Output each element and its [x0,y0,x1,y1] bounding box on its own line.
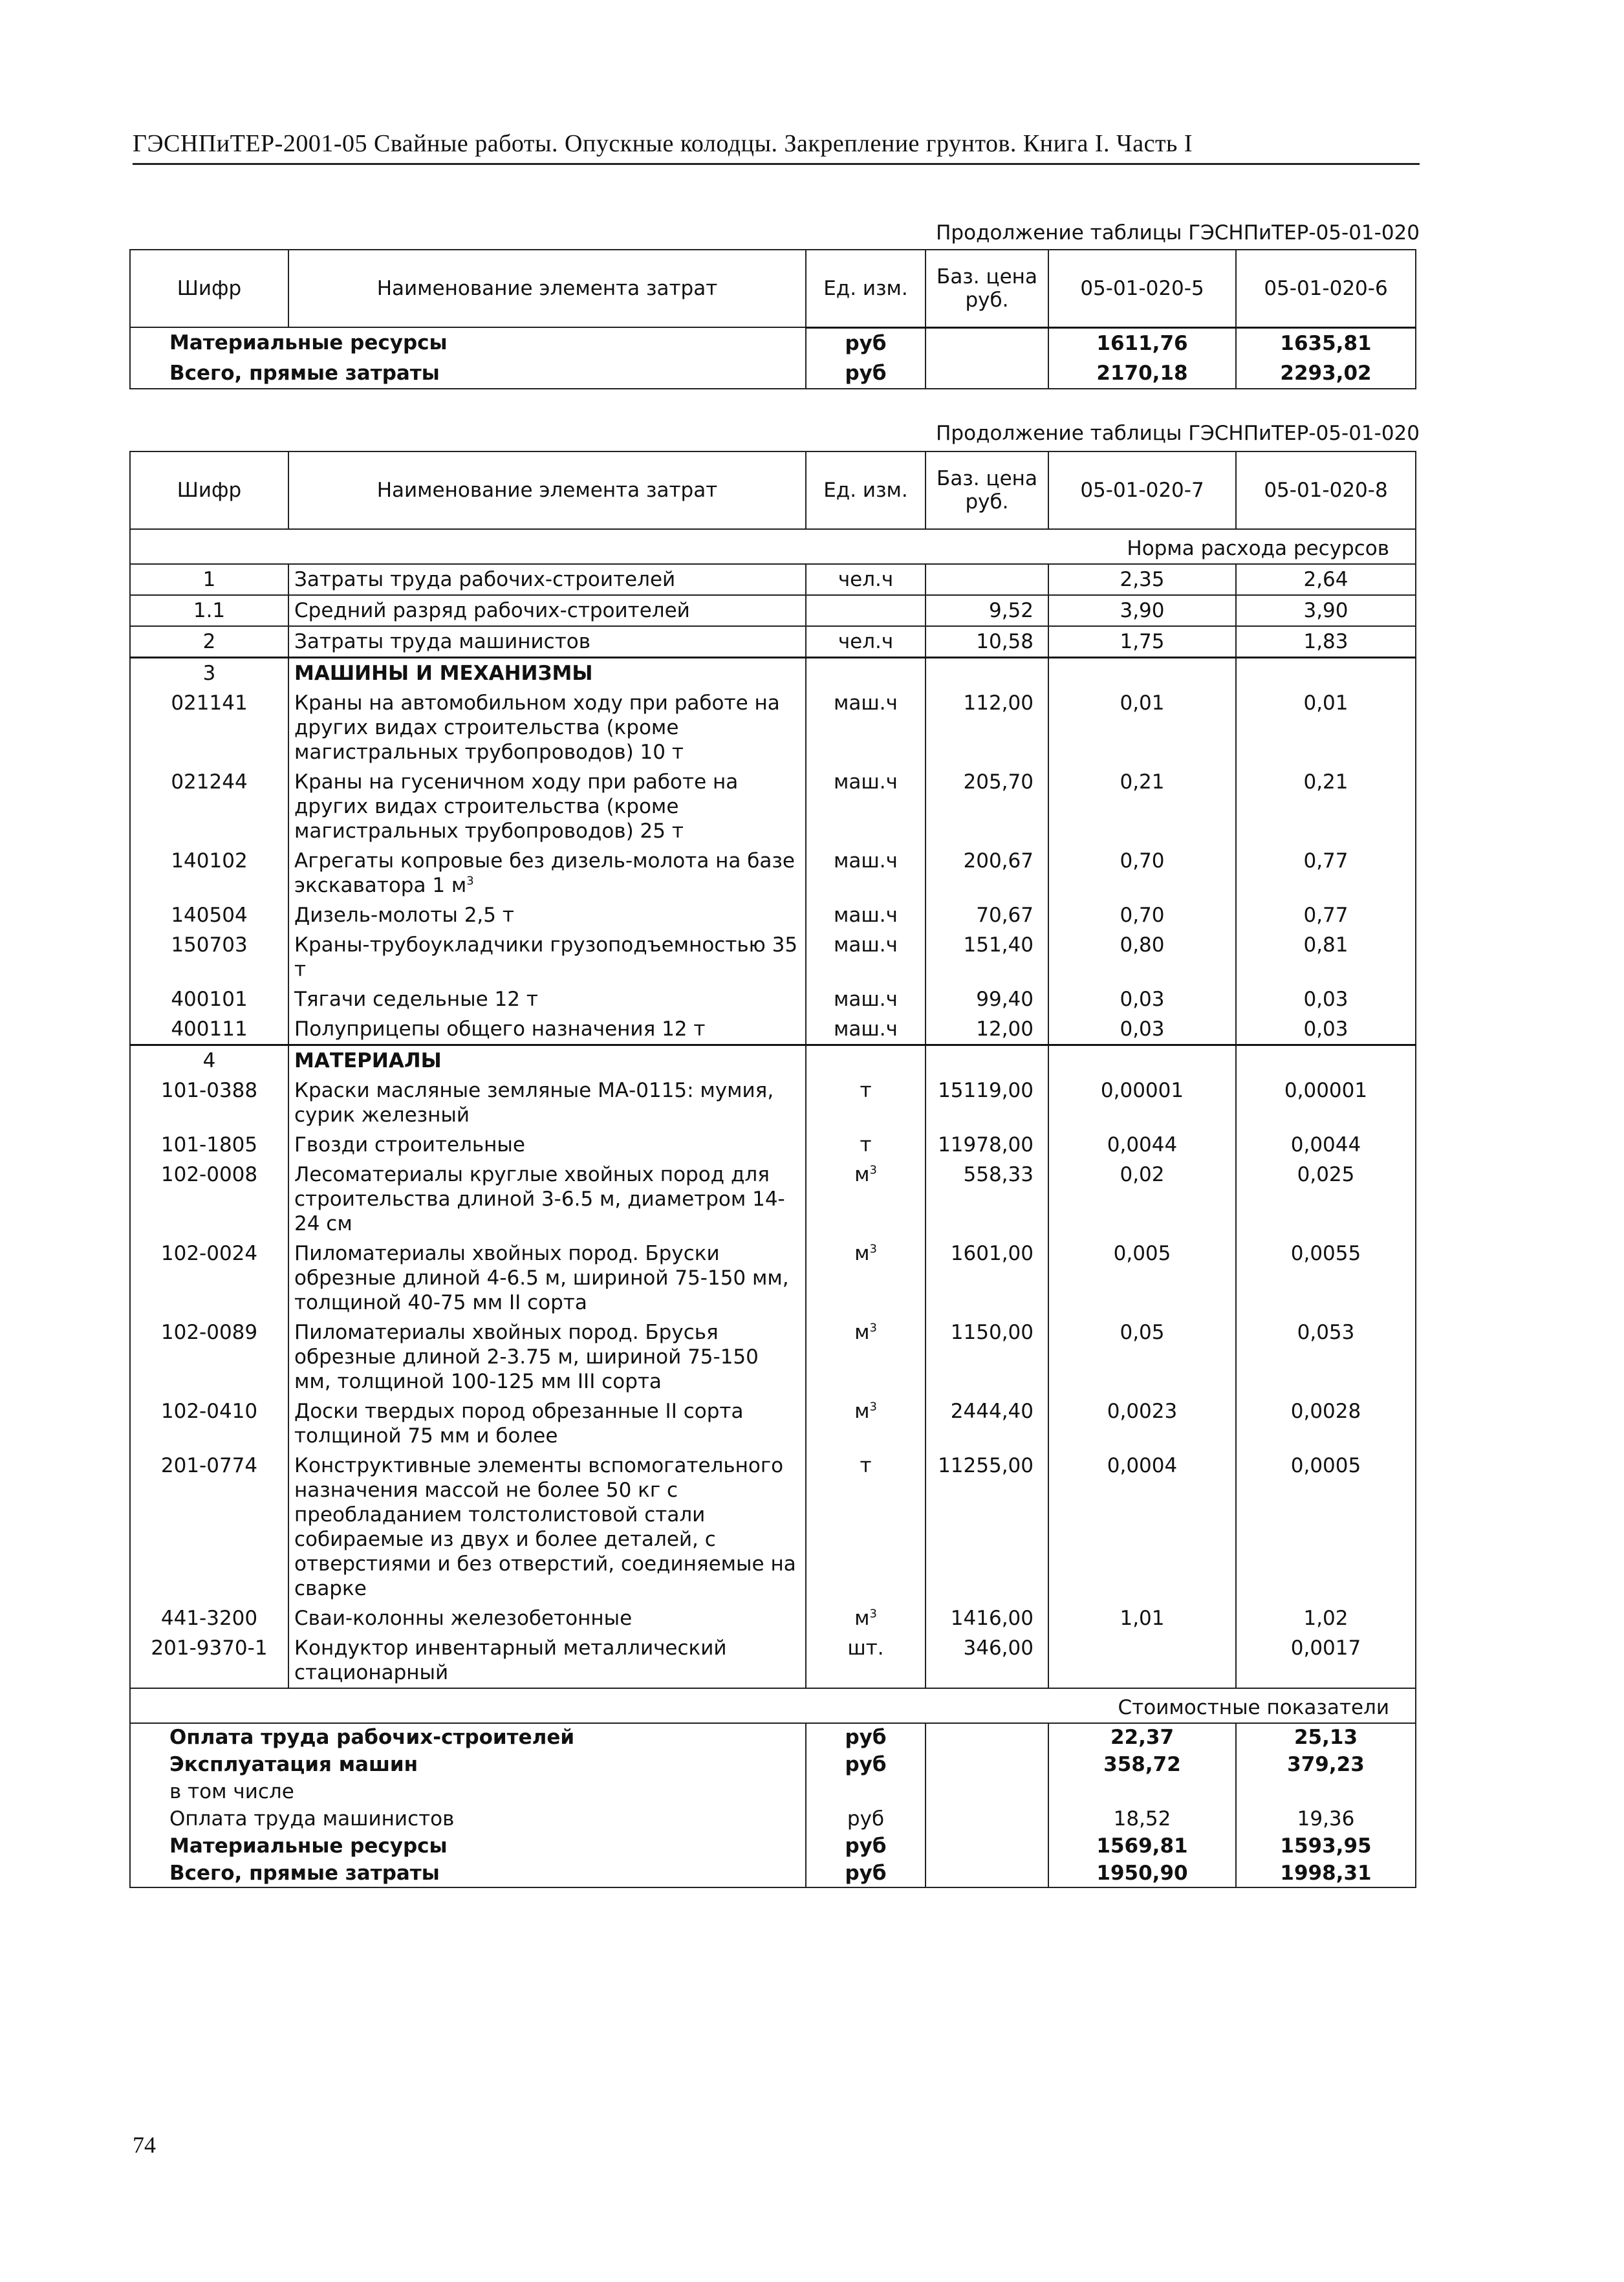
superscript: 3 [869,1607,877,1621]
row-v1: 0,80 [1048,930,1236,984]
col-v2-header: 05-01-020-6 [1236,250,1416,327]
col-code-header: Шифр [130,451,288,529]
row-name: Конструктивные элементы вспомогательного назначения массой не более 50 кг с преобладанием толстолистовой стали собираемые из двух и более деталей, с отверстиями и без отверстий, соединяемые на сварке [288,1451,806,1603]
row-v1: 1,01 [1048,1603,1236,1633]
summary-row [130,1805,1416,1832]
row-code: 2 [130,626,288,658]
row-price: 15119,00 [926,1076,1048,1130]
summary-price [926,1778,1048,1805]
row-name: Дизель-молоты 2,5 т [288,900,806,930]
table-row [130,930,1416,984]
row-v2: 0,025 [1236,1160,1416,1239]
row-name: Пиломатериалы хвойных пород. Брусья обрезные длиной 2-3.75 м, шириной 75-150 мм, толщиной 100-125 мм III сорта [288,1318,806,1396]
row-code: 400111 [130,1014,288,1045]
table-row [130,900,1416,930]
row-name: Агрегаты копровые без дизель-молота на базе экскаватора 1 $м^3$ [288,846,806,900]
row-v2: 2,64 [1236,564,1416,595]
row-v1: 0,005 [1048,1239,1236,1318]
row-code: 1 [130,564,288,595]
row-v1: 0,03 [1048,1014,1236,1045]
summary-v1: 358,72 [1048,1751,1236,1778]
t1-row-v1: 2170,18 [1048,358,1236,389]
row-v2: 0,0017 [1236,1633,1416,1688]
summary-row [130,1778,1416,1805]
row-price: 99,40 [926,984,1048,1014]
table1-caption: Продолжение таблицы ГЭСНПиТЕР-05-01-020 [936,221,1420,244]
row-code: 102-0024 [130,1239,288,1318]
row-v1: 0,70 [1048,846,1236,900]
summary-name: Оплата труда рабочих-строителей [130,1723,806,1751]
row-v1: 0,70 [1048,900,1236,930]
row-code: 201-9370-1 [130,1633,288,1688]
t1-row-name: Всего, прямые затраты [130,358,806,389]
table-row [130,1633,1416,1688]
running-header: ГЭСНПиТЕР-2001-05 Свайные работы. Опускные колодцы. Закрепление грунтов. Книга I. Часть I [133,129,1420,165]
summary-v1: 22,37 [1048,1723,1236,1751]
col-code-header: Шифр [130,250,288,327]
row-name: Тягачи седельные 12 т [288,984,806,1014]
table-row [130,1318,1416,1396]
row-price: 11978,00 [926,1130,1048,1160]
row-unit: т [806,1451,926,1603]
col-unit-header: Ед. изм. [806,451,926,529]
t1-row-price [926,327,1048,358]
summary-name: Эксплуатация машин [130,1751,806,1778]
row-v2: 0,81 [1236,930,1416,984]
summary-unit: руб [806,1723,926,1751]
col-price-header: Баз. цена руб. [926,250,1048,327]
table-row [130,846,1416,900]
row-v1: 2,35 [1048,564,1236,595]
row-name: Лесоматериалы круглые хвойных пород для строительства длиной 3-6.5 м, диаметром 14-24 см [288,1160,806,1239]
row-name: Краны на гусеничном ходу при работе на других видах строительства (кроме магистральных трубопроводов) 25 т [288,767,806,846]
row-unit: т [806,1130,926,1160]
row-price: 151,40 [926,930,1048,984]
row-v2: 0,77 [1236,900,1416,930]
row-unit: маш.ч [806,688,926,767]
summary-name: в том числе [130,1778,806,1805]
t1-row-v1: 1611,76 [1048,327,1236,358]
superscript: 3 [869,1400,877,1414]
row-code: 021141 [130,688,288,767]
row-unit: чел.ч [806,626,926,658]
col-v2-header: 05-01-020-8 [1236,451,1416,529]
col-v1-header: 05-01-020-5 [1048,250,1236,327]
row-v2: 0,0005 [1236,1451,1416,1603]
row-v2: 0,0028 [1236,1396,1416,1451]
table-row [130,688,1416,767]
t1-row-unit: руб [806,358,926,389]
row-v1: 3,90 [1048,595,1236,626]
row-price: 10,58 [926,626,1048,658]
row-unit: $м^3$ [806,1603,926,1633]
row-name: Кондуктор инвентарный металлический стационарный [288,1633,806,1688]
table-row [130,1396,1416,1451]
row-unit: $м^3$ [806,1396,926,1451]
row-price: 1150,00 [926,1318,1048,1396]
col-name-header: Наименование элемента затрат [288,250,806,327]
row-unit: маш.ч [806,930,926,984]
row-code: 101-1805 [130,1130,288,1160]
row-price: 558,33 [926,1160,1048,1239]
row-name: Пиломатериалы хвойных пород. Бруски обрезные длиной 4-6.5 м, шириной 75-150 мм, толщиной 40-75 мм II сорта [288,1239,806,1318]
empty-cell [806,658,926,689]
summary-price [926,1860,1048,1887]
table-row [130,1014,1416,1045]
summary-row [130,1723,1416,1751]
table-row [130,595,1416,626]
row-price: 9,52 [926,595,1048,626]
summary-name: Оплата труда машинистов [130,1805,806,1832]
row-code: 201-0774 [130,1451,288,1603]
table-row [130,1603,1416,1633]
table1 [129,249,1416,389]
t1-row-name: Материальные ресурсы [130,327,806,358]
summary-v1: 18,52 [1048,1805,1236,1832]
row-code: 441-3200 [130,1603,288,1633]
empty-cell [1236,658,1416,689]
row-price: 346,00 [926,1633,1048,1688]
row-v2: 0,0044 [1236,1130,1416,1160]
row-code: 400101 [130,984,288,1014]
row-v2: 0,0055 [1236,1239,1416,1318]
summary-row [130,1860,1416,1887]
row-price: 2444,40 [926,1396,1048,1451]
row-code: 101-0388 [130,1076,288,1130]
row-v1: 0,0004 [1048,1451,1236,1603]
table-row [130,626,1416,658]
row-unit: маш.ч [806,767,926,846]
summary-price [926,1805,1048,1832]
table-row [130,767,1416,846]
row-name: Доски твердых пород обрезанные II сорта толщиной 75 мм и более [288,1396,806,1451]
col-v1-header: 05-01-020-7 [1048,451,1236,529]
row-v2: 1,02 [1236,1603,1416,1633]
row-price: 200,67 [926,846,1048,900]
table-row [130,984,1416,1014]
row-name: Гвозди строительные [288,1130,806,1160]
row-price: 70,67 [926,900,1048,930]
row-code: 102-0008 [130,1160,288,1239]
summary-name: Всего, прямые затраты [130,1860,806,1887]
row-unit: т [806,1076,926,1130]
superscript: 3 [869,1163,877,1177]
empty-cell [1236,1045,1416,1076]
empty-cell [926,1045,1048,1076]
row-price [926,564,1048,595]
row-price: 12,00 [926,1014,1048,1045]
summary-name: Материальные ресурсы [130,1832,806,1860]
row-name: Затраты труда рабочих-строителей [288,564,806,595]
row-v2: 0,00001 [1236,1076,1416,1130]
table-row [130,1130,1416,1160]
superscript: 3 [869,1321,877,1335]
table-row [130,564,1416,595]
row-v1: 0,03 [1048,984,1236,1014]
row-price: 1601,00 [926,1239,1048,1318]
row-code: 150703 [130,930,288,984]
summary-unit [806,1778,926,1805]
row-code: 021244 [130,767,288,846]
row-v1: 0,0023 [1048,1396,1236,1451]
row-price: 11255,00 [926,1451,1048,1603]
summary-unit: руб [806,1860,926,1887]
row-v2: 0,053 [1236,1318,1416,1396]
row-price: 112,00 [926,688,1048,767]
summary-v1: 1569,81 [1048,1832,1236,1860]
table-row [130,1451,1416,1603]
row-v1: 0,00001 [1048,1076,1236,1130]
row-unit: чел.ч [806,564,926,595]
row-code: 140102 [130,846,288,900]
summary-row [130,1832,1416,1860]
superscript: 3 [466,874,474,888]
summary-v2: 1998,31 [1236,1860,1416,1887]
row-v2: 0,03 [1236,984,1416,1014]
summary-v2 [1236,1778,1416,1805]
empty-cell [926,658,1048,689]
summary-price [926,1832,1048,1860]
row-v1: 0,0044 [1048,1130,1236,1160]
row-unit: маш.ч [806,900,926,930]
empty-cell [1048,658,1236,689]
row-name: Сваи-колонны железобетонные [288,1603,806,1633]
summary-v2: 379,23 [1236,1751,1416,1778]
summary-unit: руб [806,1832,926,1860]
row-v1: 1,75 [1048,626,1236,658]
summary-price [926,1723,1048,1751]
row-unit: шт. [806,1633,926,1688]
superscript: 3 [869,1242,877,1256]
row-v2: 1,83 [1236,626,1416,658]
row-v2: 0,01 [1236,688,1416,767]
summary-v1 [1048,1778,1236,1805]
col-price-header: Баз. цена руб. [926,451,1048,529]
table-row [130,1239,1416,1318]
row-unit: маш.ч [806,1014,926,1045]
row-code: 140504 [130,900,288,930]
row-unit: $м^3$ [806,1160,926,1239]
row-name: Затраты труда машинистов [288,626,806,658]
row-unit: $м^3$ [806,1318,926,1396]
row-v2: 3,90 [1236,595,1416,626]
cost-label: Стоимостные показатели [130,1688,1416,1723]
page-number: 74 [133,2132,156,2158]
row-v2: 0,03 [1236,1014,1416,1045]
row-code: 1.1 [130,595,288,626]
table-row [130,1160,1416,1239]
summary-price [926,1751,1048,1778]
row-name: Полуприцепы общего назначения 12 т [288,1014,806,1045]
row-name: Краны на автомобильном ходу при работе на других видах строительства (кроме магистральных трубопроводов) 10 т [288,688,806,767]
section-code: 3 [130,658,288,689]
t1-row-v2: 2293,02 [1236,358,1416,389]
summary-unit: руб [806,1805,926,1832]
row-v2: 0,21 [1236,767,1416,846]
t1-row-v2: 1635,81 [1236,327,1416,358]
row-v1: 0,05 [1048,1318,1236,1396]
norm-label: Норма расхода ресурсов [130,529,1416,564]
row-unit [806,595,926,626]
row-name: Краны-трубоукладчики грузоподъемностью 35 т [288,930,806,984]
summary-row [130,1751,1416,1778]
col-unit-header: Ед. изм. [806,250,926,327]
row-unit: маш.ч [806,984,926,1014]
row-v1: 0,21 [1048,767,1236,846]
row-v1 [1048,1633,1236,1688]
t1-row-price [926,358,1048,389]
row-unit: $м^3$ [806,1239,926,1318]
table-row [130,1076,1416,1130]
row-code: 102-0089 [130,1318,288,1396]
empty-cell [1048,1045,1236,1076]
row-v2: 0,77 [1236,846,1416,900]
row-price: 1416,00 [926,1603,1048,1633]
row-unit: маш.ч [806,846,926,900]
section-title: МАТЕРИАЛЫ [288,1045,806,1076]
section-code: 4 [130,1045,288,1076]
table2 [129,451,1416,1888]
summary-v2: 19,36 [1236,1805,1416,1832]
empty-cell [806,1045,926,1076]
summary-v1: 1950,90 [1048,1860,1236,1887]
table2-caption: Продолжение таблицы ГЭСНПиТЕР-05-01-020 [936,422,1420,445]
row-v1: 0,02 [1048,1160,1236,1239]
col-name-header: Наименование элемента затрат [288,451,806,529]
row-v1: 0,01 [1048,688,1236,767]
row-name: Средний разряд рабочих-строителей [288,595,806,626]
section-title: МАШИНЫ И МЕХАНИЗМЫ [288,658,806,689]
row-name: Краски масляные земляные МА-0115: мумия, сурик железный [288,1076,806,1130]
summary-unit: руб [806,1751,926,1778]
t1-row-unit: руб [806,327,926,358]
summary-v2: 1593,95 [1236,1832,1416,1860]
row-price: 205,70 [926,767,1048,846]
summary-v2: 25,13 [1236,1723,1416,1751]
row-code: 102-0410 [130,1396,288,1451]
